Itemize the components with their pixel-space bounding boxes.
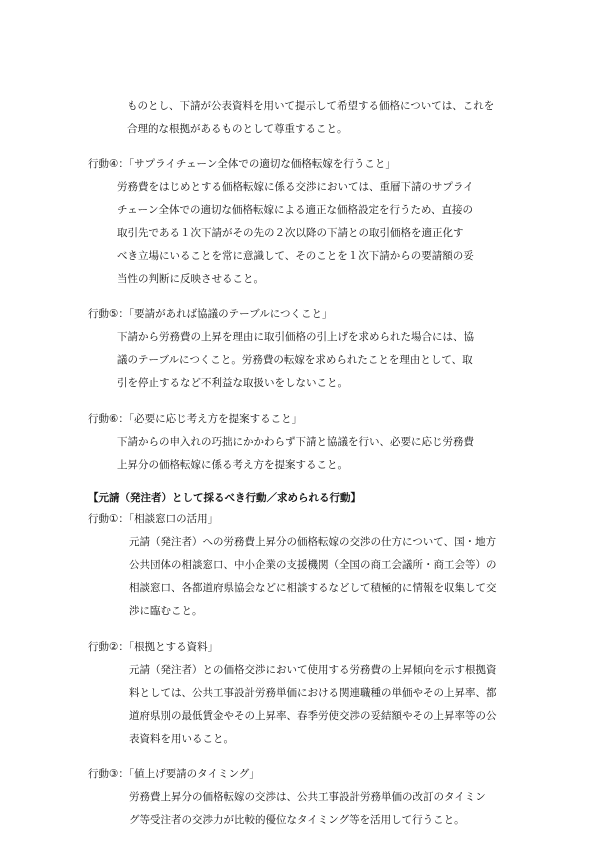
action-3-text: グ等受注者の交渉力が比較的優位なタイミング等を活用して行うこと。: [129, 814, 465, 826]
intro-line: ものとし、下請が公表資料を用いて提示して希望する価格については、これを: [127, 100, 495, 112]
action-4-text: 労務費をはじめとする価格転嫁に係る交渉においては、重層下請のサプライ: [117, 181, 474, 193]
action-5-label: 行動⑤：「要請があれば協議のテーブルにつくこと」: [88, 308, 333, 320]
section-heading: 【元請（発注者）として採るべき行動／求められる行動】: [88, 492, 361, 504]
action-5-text: 下請から労務費の上昇を理由に取引価格の引上げを求められた場合には、協: [117, 331, 474, 343]
action-5-text: 議のテーブルにつくこと。労務費の転嫁を求められたことを理由として、取: [117, 354, 473, 366]
action-6-text: 下請からの申入れの巧拙にかかわらず下請と協議を行い、必要に応じ労務費: [117, 436, 474, 448]
action-1-label: 行動①：「相談窓口の活用」: [88, 513, 219, 525]
action-4-text: べき立場にいることを常に意識して、そのことを１次下請からの要請額の妥: [117, 250, 474, 262]
action-2-text: 道府県別の最低賃金やその上昇率、春季労使交渉の妥結額やその上昇率等の公: [129, 710, 497, 722]
action-1-text: 相談窓口、各都道府県協会などに相談するなどして積極的に情報を収集して交: [129, 582, 497, 594]
action-2-text: 料としては、公共工事設計労務単価における関連職種の単価やその上昇率、都: [129, 687, 497, 699]
action-4-text: 取引先である１次下請がその先の２次以降の下請との取引価格を適正化す: [117, 227, 464, 239]
action-3-text: 労務費上昇分の価格転嫁の交渉は、公共工事設計労務単価の改訂のタイミン: [129, 791, 486, 803]
action-2-text: 表資料を用いること。: [129, 733, 234, 745]
action-6-label: 行動⑥：「必要に応じ考え方を提案すること」: [88, 413, 303, 425]
action-4-text: 当性の判断に反映させること。: [117, 273, 264, 285]
action-1-text: 渉に臨むこと。: [129, 605, 203, 617]
action-1-text: 公共団体の相談窓口、中小企業の支援機関（全国の商工会議所・商工会等）の: [129, 559, 497, 571]
action-5-text: 引を停止するなど不利益な取扱いをしないこと。: [117, 377, 348, 389]
action-1-text: 元請（発注者）への労務費上昇分の価格転嫁の交渉の仕方について、国・地方: [129, 536, 497, 548]
action-2-label: 行動②：「根拠とする資料」: [88, 641, 219, 653]
action-3-label: 行動③：「値上げ要請のタイミング」: [88, 768, 260, 780]
action-6-text: 上昇分の価格転嫁に係る考え方を提案すること。: [117, 459, 348, 471]
action-2-text: 元請（発注者）との価格交渉において使用する労務費の上昇傾向を示す根拠資: [129, 664, 497, 676]
action-4-text: チェーン全体での適切な価格転嫁による適正な価格設定を行うため、直接の: [117, 204, 474, 216]
action-4-label: 行動④：「サプライチェーン全体での適切な価格転嫁を行うこと」: [88, 158, 396, 170]
intro-line: 合理的な根拠があるものとして尊重すること。: [127, 123, 348, 135]
